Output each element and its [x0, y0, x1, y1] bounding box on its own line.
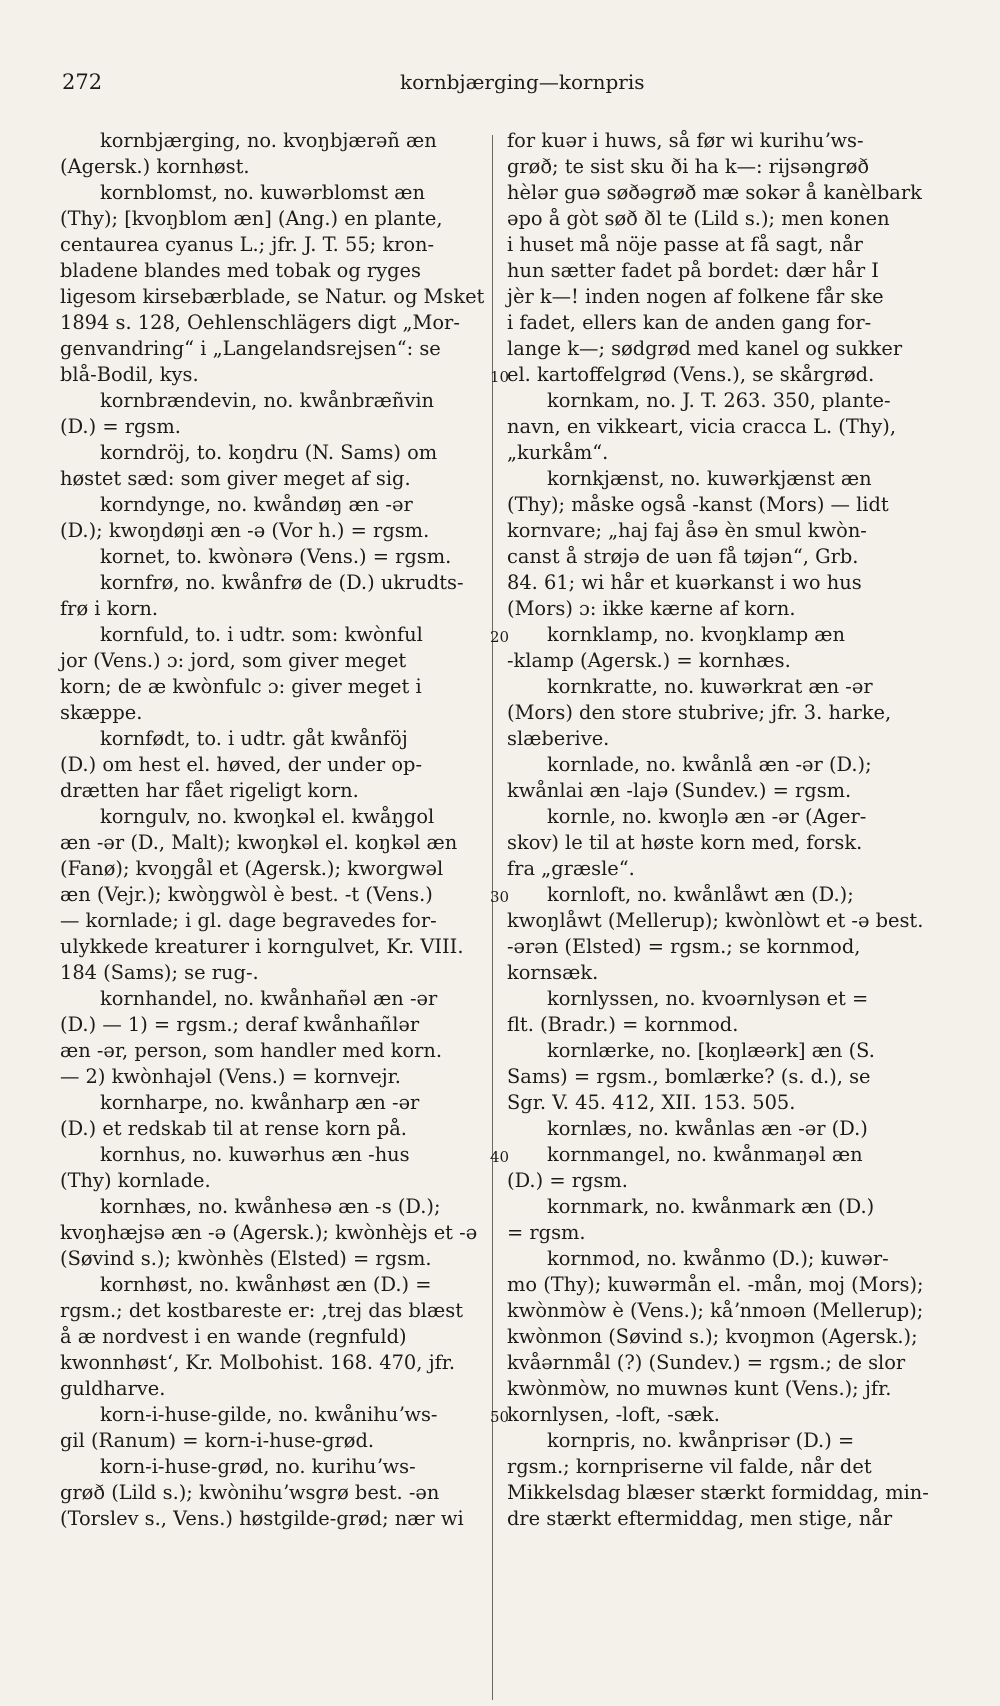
entry-line: korn; de æ kwònfulc ɔ: giver meget i	[60, 675, 422, 698]
dictionary-entry	[507, 882, 932, 986]
dictionary-entry	[507, 388, 932, 466]
entry-first-line: for kuər i huws, så før wi kurihuʼws-	[507, 129, 864, 152]
running-head: kornbjærging—kornpris	[400, 70, 645, 94]
dictionary-entry	[507, 1428, 932, 1532]
entry-line: (Thy) kornlade.	[60, 1169, 211, 1192]
entry-first-line: kornbjærging, no. kvoŋbjærəñ æn	[100, 129, 437, 152]
entry-line: lange k—; sødgrød med kanel og sukker	[507, 337, 903, 360]
entry-line: grøð (Lild s.); kwònihuʼwsgrø best. -ən	[60, 1481, 440, 1504]
dictionary-entry	[60, 622, 485, 726]
entry-first-line: korndröj, to. koŋdru (N. Sams) om	[100, 441, 438, 464]
entry-first-line: kornhøst, no. kwånhøst æn (D.) =	[100, 1273, 432, 1296]
entry-line: fra „græsle“.	[507, 857, 635, 880]
dictionary-entry	[507, 128, 932, 388]
entry-first-line: kornlærke, no. [koŋlæərk] æn (S.	[547, 1039, 875, 1062]
entry-line: mo (Thy); kuwərmån el. -mån, moj (Mors);	[507, 1273, 924, 1296]
entry-line: hèlər guə søðəgrøð mæ sokər å kanèlbark	[507, 181, 922, 204]
entry-first-line: kornmark, no. kwånmark æn (D.)	[547, 1195, 875, 1218]
entry-line: kwònmòw, no muwnəs kunt (Vens.); jfr.	[507, 1377, 892, 1400]
entry-line: i huset må nöje passe at få sagt, når	[507, 233, 863, 256]
entry-first-line: kornblomst, no. kuwərblomst æn	[100, 181, 425, 204]
entry-line: -ərən (Elsted) = rgsm.; se kornmod,	[507, 935, 861, 958]
dictionary-entry	[507, 1038, 932, 1116]
entry-line: (Fanø); kvoŋgål et (Agersk.); kworgwəl	[60, 857, 444, 880]
entry-line: gil (Ranum) = korn-i-huse-grød.	[60, 1429, 375, 1452]
entry-line: kornsæk.	[507, 961, 599, 984]
entry-line: Sgr. V. 45. 412, XII. 153. 505.	[507, 1091, 796, 1114]
entry-line: skov) le til at høste korn med, forsk.	[507, 831, 863, 854]
entry-line: rgsm.; kornpriserne vil falde, når det	[507, 1455, 872, 1478]
entry-line: (D.) et redskab til at rense korn på.	[60, 1117, 407, 1140]
entry-line: (Torslev s., Vens.) høstgilde-grød; nær wi	[60, 1507, 464, 1530]
entry-first-line: kornbrændevin, no. kwånbræñvin	[100, 389, 435, 412]
entry-line: hun sætter fadet på bordet: dær hår I	[507, 259, 879, 282]
dictionary-entry	[507, 1246, 932, 1428]
entry-line: 184 (Sams); se rug-.	[60, 961, 259, 984]
entry-line: flt. (Bradr.) = kornmod.	[507, 1013, 739, 1036]
entry-line: 1894 s. 128, Oehlenschlägers digt „Mor-	[60, 311, 460, 334]
entry-line: høstet sæd: som giver meget af sig.	[60, 467, 411, 490]
entry-line: jèr k—! inden nogen af folkene får ske	[507, 285, 884, 308]
entry-first-line: kornlyssen, no. kvoərnlysən et =	[547, 987, 869, 1010]
entry-line: Sams) = rgsm., bomlærke? (s. d.), se	[507, 1065, 871, 1088]
entry-line: kwònmòw è (Vens.); kåʼnmoən (Mellerup);	[507, 1299, 924, 1322]
entry-first-line: kornmod, no. kwånmo (D.); kuwər-	[547, 1247, 889, 1270]
entry-line: kwònmon (Søvind s.); kvoŋmon (Agersk.);	[507, 1325, 918, 1348]
entry-line: jor (Vens.) ɔ: jord, som giver meget	[60, 649, 407, 672]
entry-line: „kurkåm“.	[507, 441, 609, 464]
dictionary-entry	[507, 804, 932, 882]
entry-line: kornvare; „haj faj åsə èn smul kwòn-	[507, 519, 867, 542]
entry-line: genvandring“ i „Langelandsrejsen“: se	[60, 337, 441, 360]
entry-line: (Thy); [kvoŋblom æn] (Ang.) en plante,	[60, 207, 443, 230]
page-number: 272	[62, 70, 103, 94]
entry-line: kornlysen, -loft, -sæk.	[507, 1403, 720, 1426]
dictionary-entry	[507, 986, 932, 1038]
right-column	[507, 128, 932, 1532]
dictionary-entry	[507, 466, 932, 622]
entry-line: Mikkelsdag blæser stærkt formiddag, min-	[507, 1481, 929, 1504]
entry-first-line: korndynge, no. kwåndøŋ æn -ər	[100, 493, 413, 516]
entry-line: æn -ər (D., Malt); kwoŋkəl el. koŋkəl æn	[60, 831, 458, 854]
entry-line: å æ nordvest i en wande (regnfuld)	[60, 1325, 407, 1348]
entry-first-line: kornlæs, no. kwånlas æn -ər (D.)	[547, 1117, 868, 1140]
dictionary-entry	[507, 1116, 932, 1142]
line-number: 30	[490, 888, 510, 906]
entry-first-line: korn-i-huse-grød, no. kurihuʼws-	[100, 1455, 416, 1478]
line-number: 20	[490, 628, 510, 646]
dictionary-entry	[60, 1090, 485, 1142]
dictionary-entry	[60, 1272, 485, 1402]
entry-line: 84. 61; wi hår et kuərkanst i wo hus	[507, 571, 862, 594]
entry-line: canst å strøjə de uən få tøjən“, Grb.	[507, 545, 859, 568]
entry-line: slæberive.	[507, 727, 610, 750]
dictionary-entry	[60, 180, 485, 388]
entry-line: (Søvind s.); kwònhès (Elsted) = rgsm.	[60, 1247, 432, 1270]
entry-line: drætten har fået rigeligt korn.	[60, 779, 359, 802]
entry-first-line: kornhus, no. kuwərhus æn -hus	[100, 1143, 410, 1166]
entry-line: i fadet, ellers kan de anden gang for-	[507, 311, 872, 334]
entry-line: blå-Bodil, kys.	[60, 363, 199, 386]
dictionary-entry	[60, 492, 485, 544]
entry-first-line: kornlade, no. kwånlå æn -ər (D.);	[547, 753, 872, 776]
dictionary-entry	[60, 1402, 485, 1454]
entry-first-line: kornkratte, no. kuwərkrat æn -ər	[547, 675, 873, 698]
entry-line: dre stærkt eftermiddag, men stige, når	[507, 1507, 893, 1530]
entry-first-line: korngulv, no. kwoŋkəl el. kwåŋgol	[100, 805, 435, 828]
dictionary-entry	[60, 1454, 485, 1532]
dictionary-entry	[60, 440, 485, 492]
entry-line: (D.) = rgsm.	[507, 1169, 628, 1192]
entry-line: el. kartoffelgrød (Vens.), se skårgrød.	[507, 363, 875, 386]
entry-first-line: kornfrø, no. kwånfrø de (D.) ukrudts-	[100, 571, 464, 594]
line-number: 40	[490, 1148, 510, 1166]
entry-line: bladene blandes med tobak og ryges	[60, 259, 421, 282]
entry-first-line: kornet, to. kwònərə (Vens.) = rgsm.	[100, 545, 452, 568]
entry-first-line: kornkam, no. J. T. 263. 350, plante-	[547, 389, 891, 412]
entry-line: (Thy); måske også -kanst (Mors) — lidt	[507, 493, 889, 516]
dictionary-entry	[60, 726, 485, 804]
entry-line: (D.); kwoŋdøŋi æn -ə (Vor h.) = rgsm.	[60, 519, 430, 542]
entry-line: (Mors) den store stubrive; jfr. 3. harke,	[507, 701, 892, 724]
entry-first-line: korn-i-huse-gilde, no. kwånihuʼws-	[100, 1403, 438, 1426]
dictionary-entry	[60, 570, 485, 622]
entry-line: — 2) kwònhajəl (Vens.) = kornvejr.	[60, 1065, 401, 1088]
dictionary-entry	[507, 622, 932, 674]
dictionary-entry	[507, 674, 932, 752]
dictionary-entry	[507, 1142, 932, 1194]
entry-line: kvoŋhæjsə æn -ə (Agersk.); kwònhèjs et -ə	[60, 1221, 478, 1244]
entry-line: guldharve.	[60, 1377, 166, 1400]
entry-line: frø i korn.	[60, 597, 158, 620]
entry-line: æn -ər, person, som handler med korn.	[60, 1039, 442, 1062]
line-number: 10	[490, 368, 510, 386]
entry-line: (D.) om hest el. høved, der under op-	[60, 753, 423, 776]
entry-line: — kornlade; i gl. dage begravedes for-	[60, 909, 437, 932]
entry-first-line: kornhæs, no. kwånhesə æn -s (D.);	[100, 1195, 441, 1218]
entry-line: æn (Vejr.); kwòŋgwòl è best. -t (Vens.)	[60, 883, 433, 906]
entry-first-line: kornkjænst, no. kuwərkjænst æn	[547, 467, 872, 490]
entry-line: rgsm.; det kostbareste er: ‚trej das blæst	[60, 1299, 463, 1322]
entry-first-line: kornfuld, to. i udtr. som: kwònful	[100, 623, 423, 646]
entry-line: (D.) — 1) = rgsm.; deraf kwånhañlər	[60, 1013, 420, 1036]
entry-line: -klamp (Agersk.) = kornhæs.	[507, 649, 791, 672]
entry-line: kwonnhøst‘, Kr. Molbohist. 168. 470, jfr.	[60, 1351, 456, 1374]
entry-line: kwoŋlåwt (Mellerup); kwònlòwt et -ə best.	[507, 909, 924, 932]
entry-first-line: kornhandel, no. kwånhañəl æn -ər	[100, 987, 438, 1010]
dictionary-entry	[60, 804, 485, 986]
entry-line: kwånlai æn -lajə (Sundev.) = rgsm.	[507, 779, 852, 802]
dictionary-entry	[60, 128, 485, 180]
entry-first-line: kornmangel, no. kwånmaŋəl æn	[547, 1143, 863, 1166]
entry-line: skæppe.	[60, 701, 143, 724]
entry-line: = rgsm.	[507, 1221, 586, 1244]
entry-first-line: kornfødt, to. i udtr. gåt kwånföj	[100, 727, 408, 750]
dictionary-entry	[507, 1194, 932, 1246]
dictionary-entry	[60, 544, 485, 570]
entry-line: grøð; te sist sku ði ha k—: rijsəngrøð	[507, 155, 870, 178]
line-number: 50	[490, 1408, 510, 1426]
entry-line: (D.) = rgsm.	[60, 415, 181, 438]
entry-first-line: kornklamp, no. kvoŋklamp æn	[547, 623, 846, 646]
left-column	[60, 128, 485, 1532]
entry-first-line: kornle, no. kwoŋlə æn -ər (Ager-	[547, 805, 867, 828]
dictionary-entry	[60, 986, 485, 1090]
entry-first-line: kornharpe, no. kwånharp æn -ər	[100, 1091, 420, 1114]
entry-line: (Agersk.) kornhøst.	[60, 155, 250, 178]
dictionary-entry	[60, 1142, 485, 1194]
dictionary-entry	[60, 1194, 485, 1272]
entry-first-line: kornloft, no. kwånlåwt æn (D.);	[547, 883, 854, 906]
entry-line: centaurea cyanus L.; jfr. J. T. 55; kron-	[60, 233, 435, 256]
entry-line: (Mors) ɔ: ikke kærne af korn.	[507, 597, 796, 620]
dictionary-entry	[60, 388, 485, 440]
entry-line: ulykkede kreaturer i korngulvet, Kr. VIII.	[60, 935, 464, 958]
entry-line: əpo å gòt søð ðl te (Lild s.); men konen	[507, 207, 890, 230]
entry-line: kvåərnmål (?) (Sundev.) = rgsm.; de slor	[507, 1351, 906, 1374]
entry-first-line: kornpris, no. kwånprisər (D.) =	[547, 1429, 855, 1452]
entry-line: navn, en vikkeart, vicia cracca L. (Thy),	[507, 415, 896, 438]
entry-line: ligesom kirsebærblade, se Natur. og Msket	[60, 285, 485, 308]
dictionary-entry	[507, 752, 932, 804]
